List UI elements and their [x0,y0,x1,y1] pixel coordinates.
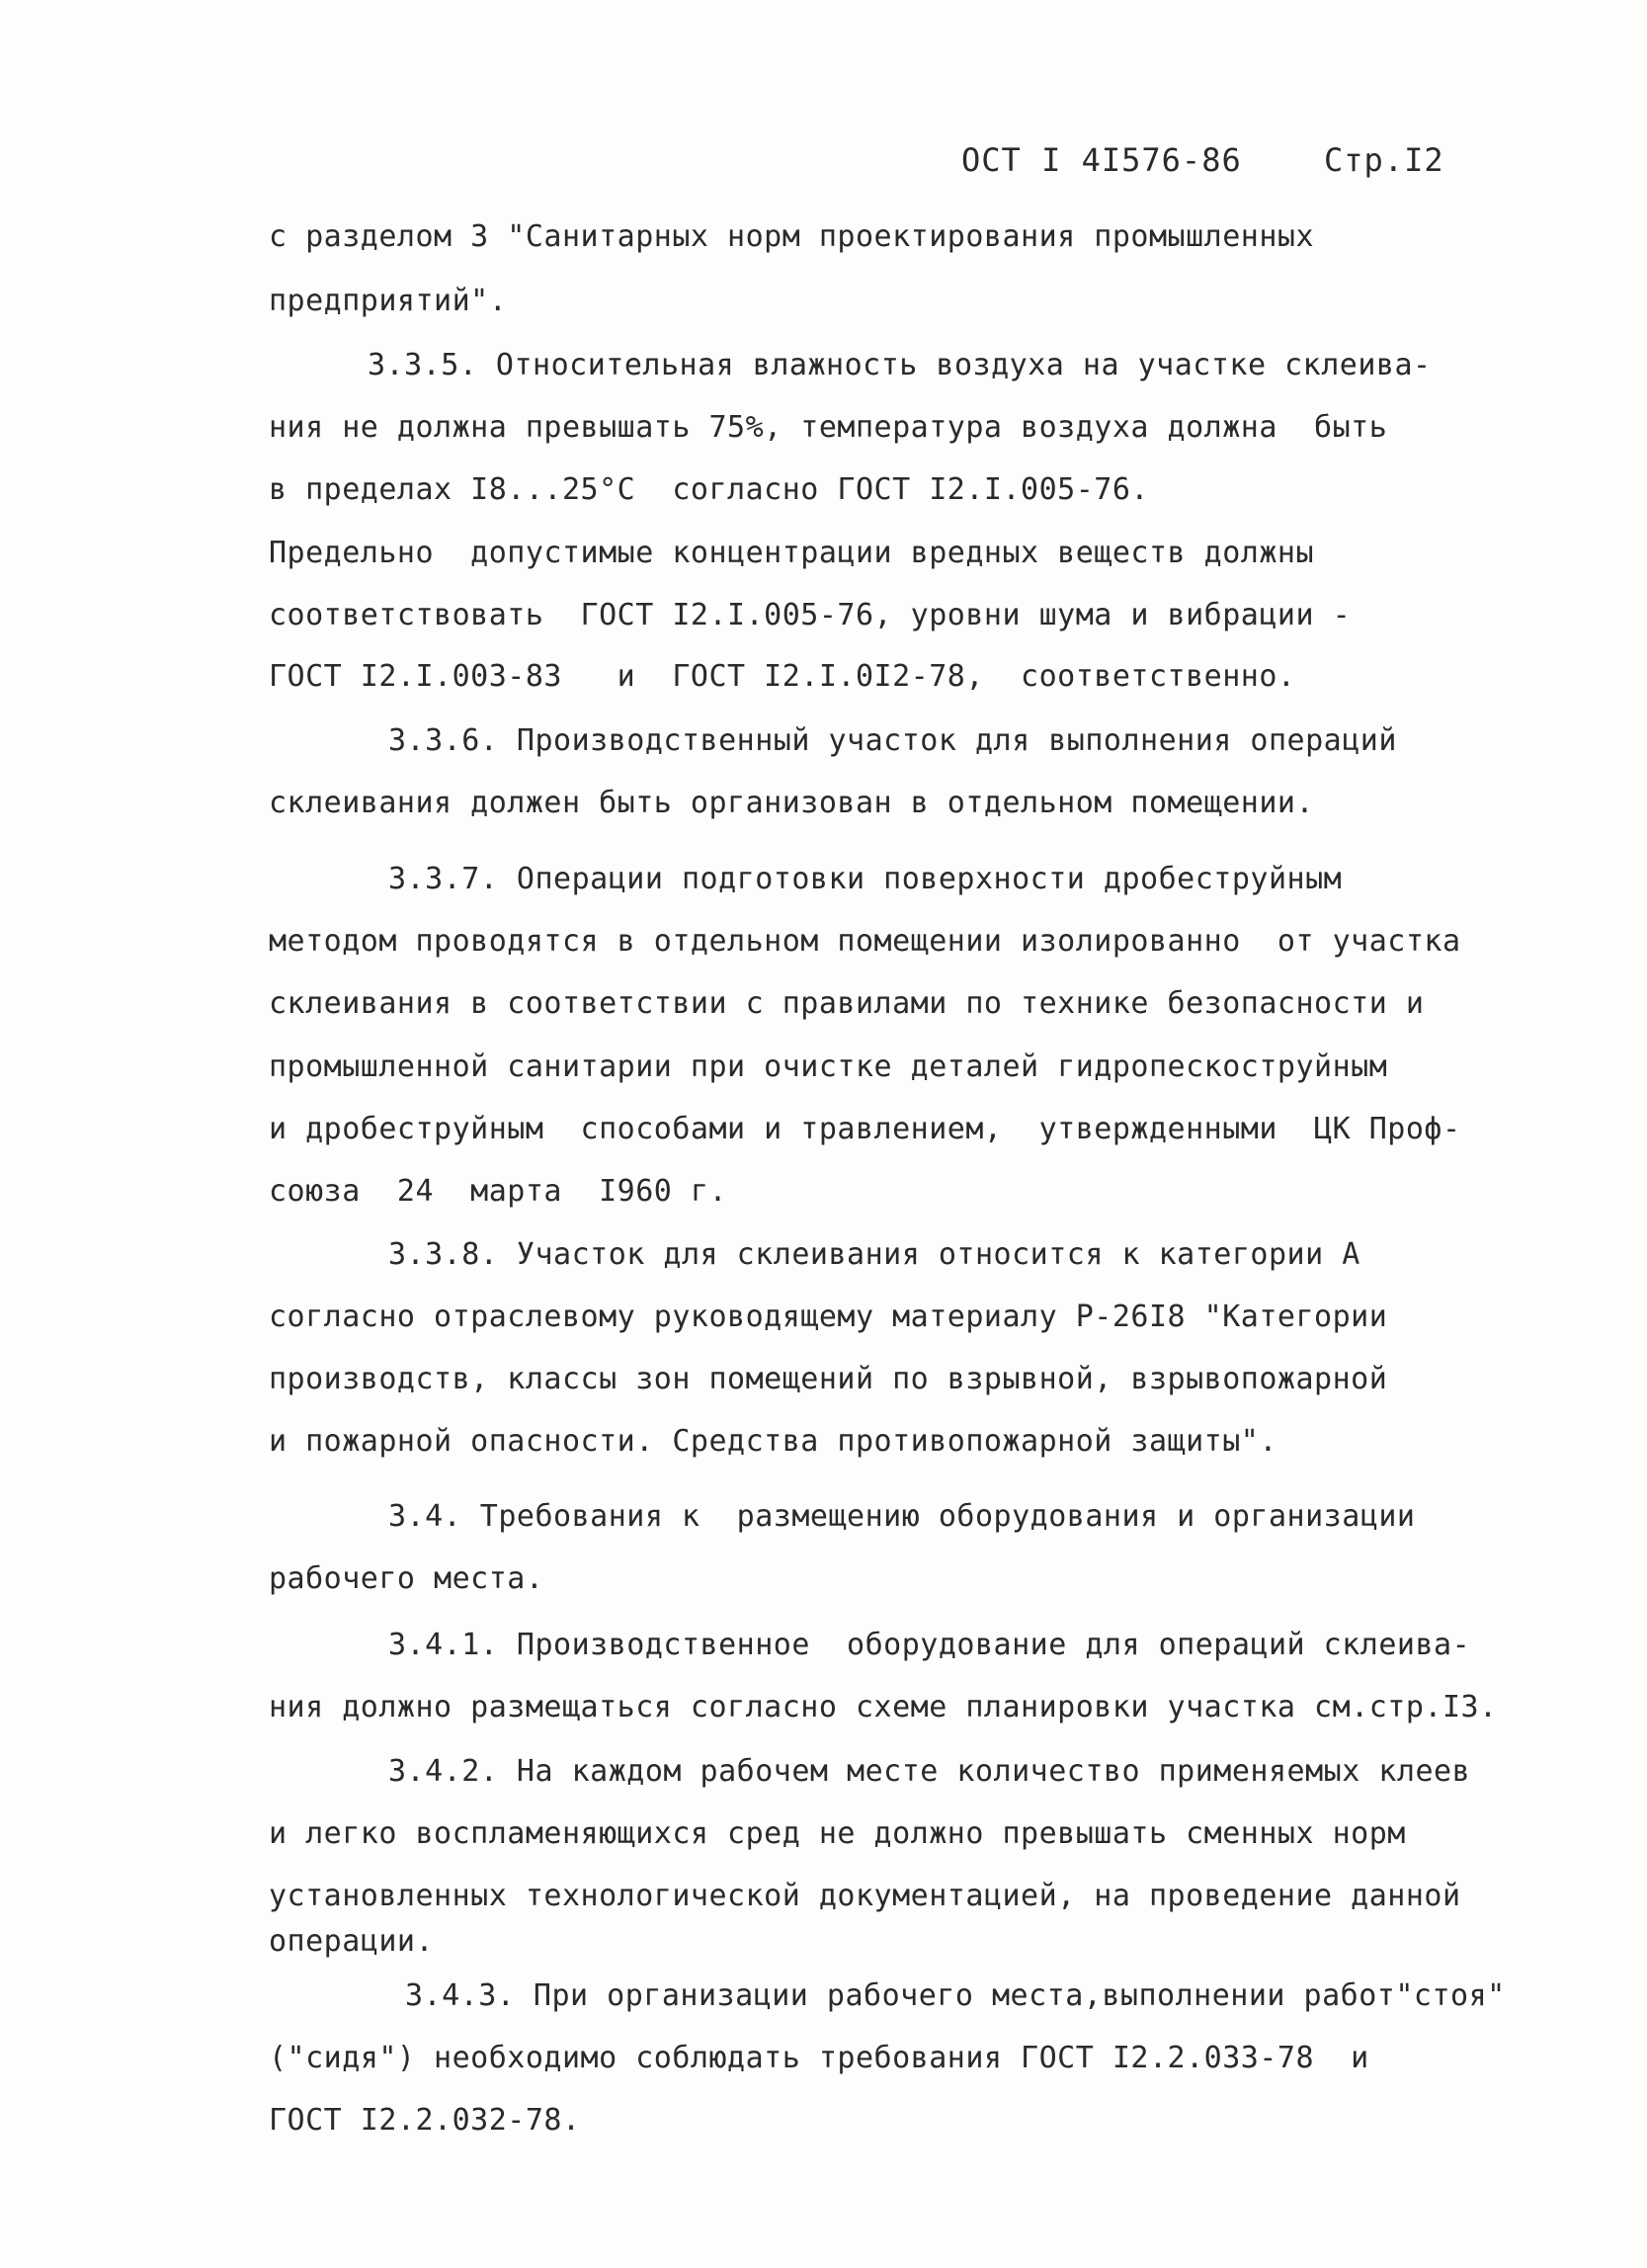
text-line: ния не должна превышать 75%, температура воздуха должна быть [269,410,1388,445]
text-line: ГОСТ I2.I.003-83 и ГОСТ I2.I.0I2-78, соответственно. [269,659,1296,694]
text-line: 3.3.8. Участок для склеивания относится к категории А [388,1237,1360,1272]
text-line: склеивания должен быть организован в отдельном помещении. [269,786,1315,820]
text-line: 3.4.2. На каждом рабочем месте количество применяемых клеев [388,1754,1471,1789]
text-line: склеивания в соответствии с правилами по технике безопасности и [269,986,1425,1021]
text-line: и пожарной опасности. Средства противопожарной защиты". [269,1424,1277,1459]
text-line: согласно отраслевому руководящему материалу Р-26I8 "Категории [269,1300,1388,1334]
text-line: предприятий". [269,284,508,318]
text-line: 3.3.6. Производственный участок для выполнения операций [388,723,1397,758]
page-number: Стр.I2 [1324,141,1444,179]
text-line: ("сидя") необходимо соблюдать требования ГОСТ I2.2.033-78 и [269,2041,1369,2075]
text-line: и дробеструйным способами и травлением, утвержденными ЦК Проф- [269,1112,1461,1146]
text-line: 3.3.7. Операции подготовки поверхности дробеструйным [388,862,1343,896]
text-line: операции. [269,1924,435,1959]
text-line: рабочего места. [269,1561,544,1596]
text-line: установленных технологической документацией, на проведение данной [269,1879,1461,1913]
text-line: в пределах I8...25°С согласно ГОСТ I2.I.005-76. [269,472,1149,507]
text-line: 3.4.3. При организации рабочего места,выполнении работ"стоя" [405,1978,1506,2013]
document-code: ОСТ I 4I576-86 [961,141,1242,179]
text-line: с разделом 3 "Санитарных норм проектирования промышленных [269,219,1315,254]
text-line: производств, классы зон помещений по взрывной, взрывопожарной [269,1362,1388,1396]
text-line: 3.3.5. Относительная влажность воздуха на участке склеива- [368,348,1432,382]
text-line: ГОСТ I2.2.032-78. [269,2103,581,2138]
text-line: ния должно размещаться согласно схеме планировки участка см.стр.I3. [269,1690,1498,1724]
text-line: 3.4. Требования к размещению оборудования и организации [388,1499,1416,1534]
text-line: 3.4.1. Производственное оборудование для операций склеива- [388,1628,1471,1662]
text-line: методом проводятся в отдельном помещении изолированно от участка [269,924,1461,959]
text-line: союза 24 марта I960 г. [269,1174,728,1209]
text-line: Предельно допустимые концентрации вредных веществ должны [269,536,1315,570]
text-line: соответствовать ГОСТ I2.I.005-76, уровни шума и вибрации - [269,598,1352,632]
text-line: промышленной санитарии при очистке деталей гидропескоструйным [269,1050,1388,1084]
text-line: и легко воспламеняющихся сред не должно превышать сменных норм [269,1816,1406,1851]
